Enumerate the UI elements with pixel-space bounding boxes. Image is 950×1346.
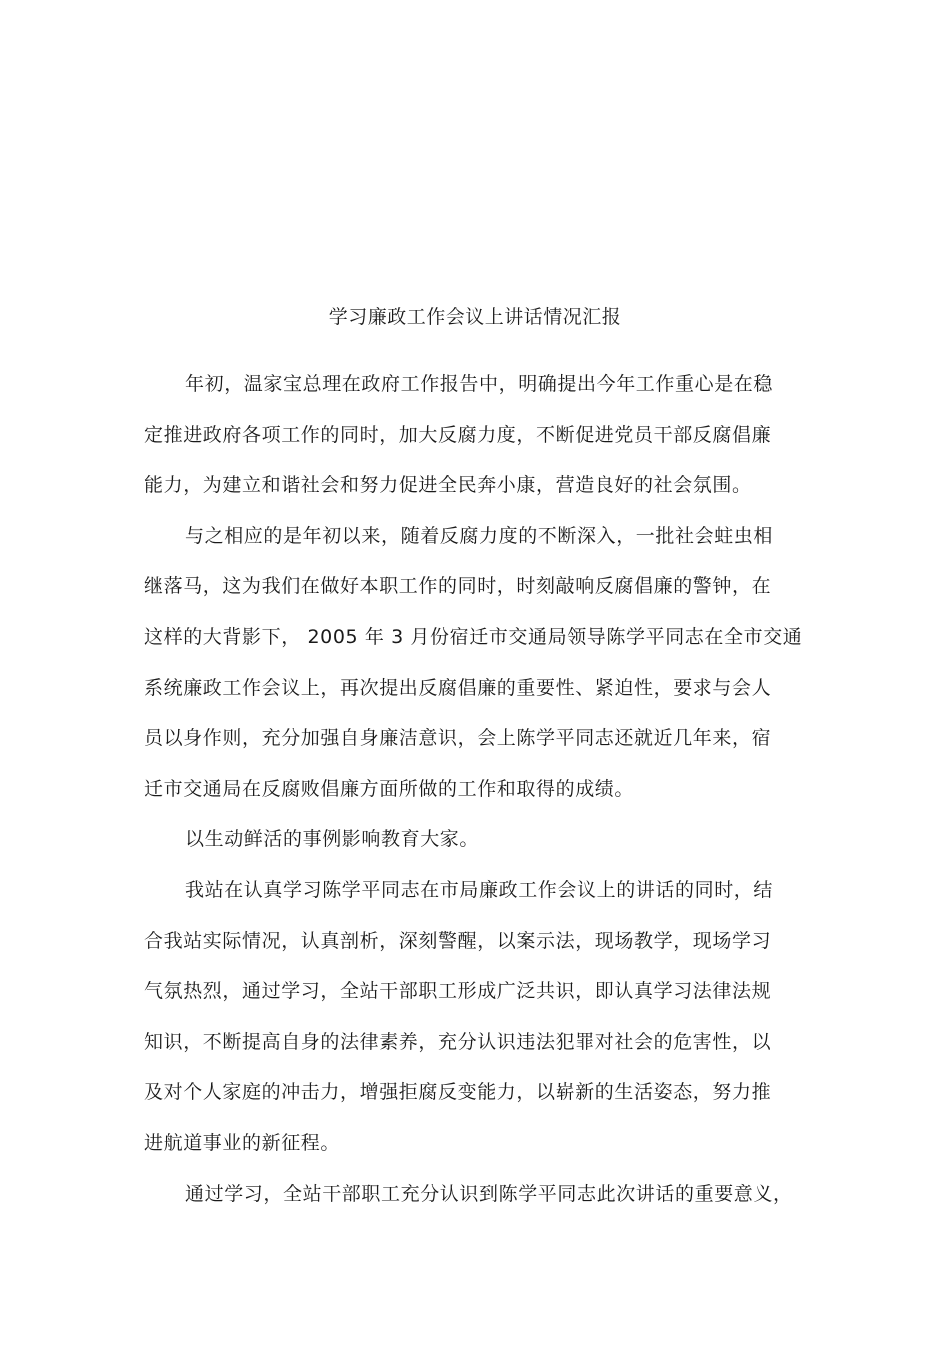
body-line: 及对个人家庭的冲击力，增强拒腐反变能力，以崭新的生活姿态，努力推 <box>144 1081 772 1104</box>
document-title: 学习廉政工作会议上讲话情况汇报 <box>328 306 622 328</box>
body-line: 系统廉政工作会议上，再次提出反腐倡廉的重要性、紧迫性，要求与会人 <box>144 676 772 699</box>
body-line: 进航道事业的新征程。 <box>144 1131 341 1154</box>
body-line: 与之相应的是年初以来，随着反腐力度的不断深入，一批社会蛀虫相 <box>185 524 774 547</box>
body-line: 年初，温家宝总理在政府工作报告中，明确提出今年工作重心是在稳 <box>185 373 774 395</box>
body-line: 定推进政府各项工作的同时，加大反腐力度，不断促进党员干部反腐倡廉 <box>144 423 772 446</box>
body-line: 这样的大背影下， 2005 年 3 月份宿迁市交通局领导陈学平同志在全市交通 <box>144 625 803 648</box>
body-line: 我站在认真学习陈学平同志在市局廉政工作会议上的讲话的同时，结 <box>185 878 774 901</box>
body-line: 知识，不断提高自身的法律素养，充分认识违法犯罪对社会的危害性，以 <box>144 1030 772 1053</box>
body-line: 通过学习，全站干部职工充分认识到陈学平同志此次讲话的重要意义， <box>185 1182 793 1205</box>
body-line: 员以身作则，充分加强自身廉洁意识，会上陈学平同志还就近几年来，宿 <box>144 727 772 750</box>
document-body <box>144 370 803 1230</box>
body-line: 能力，为建立和谐社会和努力促进全民奔小康，营造良好的社会氛围。 <box>144 474 752 497</box>
body-line: 合我站实际情况，认真剖析，深刻警醒，以案示法，现场教学，现场学习 <box>144 929 772 952</box>
body-line: 迁市交通局在反腐败倡廉方面所做的工作和取得的成绩。 <box>144 777 635 800</box>
body-line: 以生动鲜活的事例影响教育大家。 <box>185 828 480 851</box>
body-line: 继落马，这为我们在做好本职工作的同时，时刻敲响反腐倡廉的警钟，在 <box>144 575 772 598</box>
body-line: 气氛热烈，通过学习，全站干部职工形成广泛共识，即认真学习法律法规 <box>144 980 772 1003</box>
